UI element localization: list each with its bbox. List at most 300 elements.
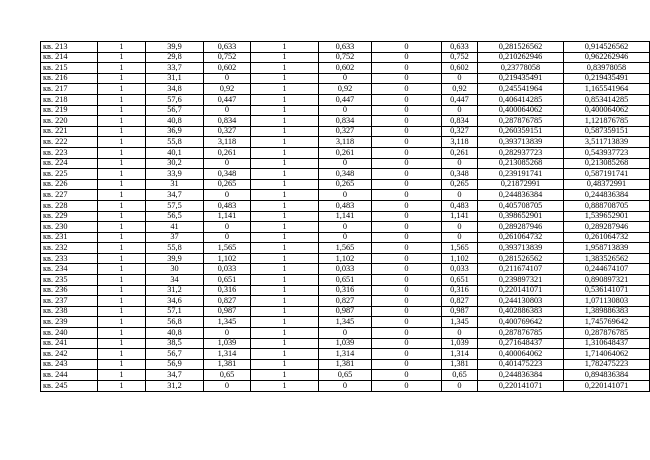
col2-cell: 1 (98, 179, 146, 190)
col8-cell: 0,65 (442, 370, 478, 381)
table-row (41, 52, 650, 63)
col6-cell: 0,92 (319, 84, 372, 95)
area-cell: 39,9 (146, 253, 204, 264)
total-cell: 0,894836384 (564, 370, 650, 381)
total-cell: 1,389886383 (564, 306, 650, 317)
col4-cell: 0,348 (204, 169, 251, 180)
col6-cell: 0 (319, 328, 372, 339)
col5-cell: 1 (251, 190, 319, 201)
col2-cell: 1 (98, 349, 146, 360)
table-row (41, 94, 650, 105)
col7-cell: 0 (372, 42, 442, 53)
col2-cell: 1 (98, 317, 146, 328)
col8-cell: 1,314 (442, 349, 478, 360)
col2-cell: 1 (98, 63, 146, 74)
col6-cell: 1,345 (319, 317, 372, 328)
col4-cell: 1,565 (204, 243, 251, 254)
apartment-cell: кв. 227 (41, 190, 98, 201)
area-cell: 34,6 (146, 296, 204, 307)
col9-cell: 0,21872991 (478, 179, 564, 190)
area-cell: 36,9 (146, 126, 204, 137)
col6-cell: 0,633 (319, 42, 372, 53)
col5-cell: 1 (251, 42, 319, 53)
col7-cell: 0 (372, 190, 442, 201)
col2-cell: 1 (98, 105, 146, 116)
col9-cell: 0,289287946 (478, 222, 564, 233)
col9-cell: 0,219435491 (478, 73, 564, 84)
col4-cell: 0,327 (204, 126, 251, 137)
col7-cell: 0 (372, 253, 442, 264)
table-row (41, 328, 650, 339)
col8-cell: 0,834 (442, 116, 478, 127)
col9-cell: 0,23778058 (478, 63, 564, 74)
col9-cell: 0,210262946 (478, 52, 564, 63)
col4-cell: 1,039 (204, 338, 251, 349)
area-cell: 29,8 (146, 52, 204, 63)
apartment-data-table (40, 41, 650, 392)
col6-cell: 0,348 (319, 169, 372, 180)
col6-cell: 0 (319, 158, 372, 169)
col6-cell: 0 (319, 105, 372, 116)
col6-cell: 1,381 (319, 359, 372, 370)
col6-cell: 0,752 (319, 52, 372, 63)
col4-cell: 0,651 (204, 275, 251, 286)
table-row (41, 147, 650, 158)
area-cell: 37 (146, 232, 204, 243)
apartment-cell: кв. 226 (41, 179, 98, 190)
col5-cell: 1 (251, 328, 319, 339)
col5-cell: 1 (251, 317, 319, 328)
area-cell: 31,1 (146, 73, 204, 84)
col5-cell: 1 (251, 222, 319, 233)
col2-cell: 1 (98, 200, 146, 211)
col2-cell: 1 (98, 306, 146, 317)
col9-cell: 0,239191741 (478, 169, 564, 180)
col5-cell: 1 (251, 253, 319, 264)
col5-cell: 1 (251, 370, 319, 381)
col4-cell: 3,118 (204, 137, 251, 148)
table-row (41, 338, 650, 349)
apartment-cell: кв. 235 (41, 275, 98, 286)
col2-cell: 1 (98, 169, 146, 180)
col7-cell: 0 (372, 200, 442, 211)
col4-cell: 1,381 (204, 359, 251, 370)
col8-cell: 0 (442, 105, 478, 116)
col9-cell: 0,220141071 (478, 285, 564, 296)
table-row (41, 296, 650, 307)
col2-cell: 1 (98, 359, 146, 370)
col8-cell: 1,381 (442, 359, 478, 370)
col9-cell: 0,220141071 (478, 381, 564, 392)
area-cell: 56,7 (146, 349, 204, 360)
col8-cell: 0,316 (442, 285, 478, 296)
col6-cell: 0,651 (319, 275, 372, 286)
col6-cell: 3,118 (319, 137, 372, 148)
area-cell: 40,8 (146, 328, 204, 339)
area-cell: 30,2 (146, 158, 204, 169)
col5-cell: 1 (251, 296, 319, 307)
apartment-cell: кв. 229 (41, 211, 98, 222)
col5-cell: 1 (251, 179, 319, 190)
total-cell: 0,213085268 (564, 158, 650, 169)
col5-cell: 1 (251, 211, 319, 222)
col8-cell: 0,327 (442, 126, 478, 137)
col9-cell: 0,287876785 (478, 328, 564, 339)
col5-cell: 1 (251, 137, 319, 148)
apartment-cell: кв. 223 (41, 147, 98, 158)
apartment-cell: кв. 245 (41, 381, 98, 392)
col4-cell: 0,65 (204, 370, 251, 381)
col2-cell: 1 (98, 222, 146, 233)
col9-cell: 0,244836384 (478, 190, 564, 201)
col5-cell: 1 (251, 349, 319, 360)
table-row (41, 243, 650, 254)
col7-cell: 0 (372, 105, 442, 116)
col9-cell: 0,213085268 (478, 158, 564, 169)
col4-cell: 0,316 (204, 285, 251, 296)
col7-cell: 0 (372, 116, 442, 127)
total-cell: 1,383526562 (564, 253, 650, 264)
col7-cell: 0 (372, 328, 442, 339)
col4-cell: 1,141 (204, 211, 251, 222)
col8-cell: 1,102 (442, 253, 478, 264)
col2-cell: 1 (98, 158, 146, 169)
col4-cell: 0 (204, 105, 251, 116)
col7-cell: 0 (372, 73, 442, 84)
col8-cell: 0,033 (442, 264, 478, 275)
col8-cell: 0,483 (442, 200, 478, 211)
col2-cell: 1 (98, 275, 146, 286)
col8-cell: 0,348 (442, 169, 478, 180)
col8-cell: 0 (442, 222, 478, 233)
col2-cell: 1 (98, 211, 146, 222)
col4-cell: 0 (204, 190, 251, 201)
col7-cell: 0 (372, 211, 442, 222)
col8-cell: 1,565 (442, 243, 478, 254)
area-cell: 40,1 (146, 147, 204, 158)
table-row (41, 42, 650, 53)
col7-cell: 0 (372, 285, 442, 296)
total-cell: 0,244674107 (564, 264, 650, 275)
apartment-cell: кв. 215 (41, 63, 98, 74)
col9-cell: 0,400064062 (478, 349, 564, 360)
col7-cell: 0 (372, 317, 442, 328)
col8-cell: 0 (442, 381, 478, 392)
apartment-cell: кв. 241 (41, 338, 98, 349)
total-cell: 0,220141071 (564, 381, 650, 392)
total-cell: 0,543937723 (564, 147, 650, 158)
col5-cell: 1 (251, 158, 319, 169)
table-row (41, 222, 650, 233)
col5-cell: 1 (251, 84, 319, 95)
col5-cell: 1 (251, 275, 319, 286)
table-row (41, 349, 650, 360)
table-row (41, 275, 650, 286)
total-cell: 0,888708705 (564, 200, 650, 211)
col5-cell: 1 (251, 264, 319, 275)
area-cell: 34,7 (146, 370, 204, 381)
apartment-cell: кв. 217 (41, 84, 98, 95)
total-cell: 1,071130803 (564, 296, 650, 307)
total-cell: 1,958713839 (564, 243, 650, 254)
area-cell: 39,9 (146, 42, 204, 53)
col9-cell: 0,245541964 (478, 84, 564, 95)
col2-cell: 1 (98, 253, 146, 264)
area-cell: 57,5 (146, 200, 204, 211)
col4-cell: 0,987 (204, 306, 251, 317)
apartment-cell: кв. 228 (41, 200, 98, 211)
table-row (41, 285, 650, 296)
table-row (41, 73, 650, 84)
col8-cell: 3,118 (442, 137, 478, 148)
apartment-cell: кв. 214 (41, 52, 98, 63)
apartment-cell: кв. 221 (41, 126, 98, 137)
col9-cell: 0,405708705 (478, 200, 564, 211)
col6-cell: 1,141 (319, 211, 372, 222)
area-cell: 40,8 (146, 116, 204, 127)
total-cell: 0,853414285 (564, 94, 650, 105)
col6-cell: 0,483 (319, 200, 372, 211)
col7-cell: 0 (372, 179, 442, 190)
col7-cell: 0 (372, 158, 442, 169)
area-cell: 30 (146, 264, 204, 275)
table-row (41, 179, 650, 190)
total-cell: 0,587359151 (564, 126, 650, 137)
apartment-cell: кв. 216 (41, 73, 98, 84)
col7-cell: 0 (372, 370, 442, 381)
col6-cell: 0 (319, 73, 372, 84)
table-row (41, 116, 650, 127)
col9-cell: 0,261064732 (478, 232, 564, 243)
col5-cell: 1 (251, 381, 319, 392)
area-cell: 57,6 (146, 94, 204, 105)
col7-cell: 0 (372, 349, 442, 360)
apartment-cell: кв. 244 (41, 370, 98, 381)
col5-cell: 1 (251, 116, 319, 127)
col2-cell: 1 (98, 147, 146, 158)
col5-cell: 1 (251, 63, 319, 74)
col7-cell: 0 (372, 381, 442, 392)
col5-cell: 1 (251, 243, 319, 254)
total-cell: 0,890897321 (564, 275, 650, 286)
table-row (41, 63, 650, 74)
col9-cell: 0,281526562 (478, 253, 564, 264)
table-row (41, 232, 650, 243)
table-row (41, 264, 650, 275)
area-cell: 33,9 (146, 169, 204, 180)
col7-cell: 0 (372, 169, 442, 180)
col8-cell: 0,827 (442, 296, 478, 307)
apartment-cell: кв. 222 (41, 137, 98, 148)
table-row (41, 359, 650, 370)
col8-cell: 1,039 (442, 338, 478, 349)
col4-cell: 0,602 (204, 63, 251, 74)
table-body (41, 42, 650, 392)
col8-cell: 0 (442, 158, 478, 169)
col4-cell: 0 (204, 381, 251, 392)
col7-cell: 0 (372, 338, 442, 349)
col9-cell: 0,244836384 (478, 370, 564, 381)
col4-cell: 0 (204, 73, 251, 84)
area-cell: 56,9 (146, 359, 204, 370)
total-cell: 0,83978058 (564, 63, 650, 74)
total-cell: 0,261064732 (564, 232, 650, 243)
table-row (41, 381, 650, 392)
col7-cell: 0 (372, 147, 442, 158)
col9-cell: 0,239897321 (478, 275, 564, 286)
col7-cell: 0 (372, 52, 442, 63)
table-row (41, 200, 650, 211)
apartment-cell: кв. 232 (41, 243, 98, 254)
col7-cell: 0 (372, 306, 442, 317)
total-cell: 1,539652901 (564, 211, 650, 222)
col7-cell: 0 (372, 126, 442, 137)
area-cell: 56,8 (146, 317, 204, 328)
col4-cell: 0,752 (204, 52, 251, 63)
table-row (41, 370, 650, 381)
total-cell: 1,745769642 (564, 317, 650, 328)
col6-cell: 0 (319, 232, 372, 243)
col5-cell: 1 (251, 52, 319, 63)
col8-cell: 0,633 (442, 42, 478, 53)
col2-cell: 1 (98, 116, 146, 127)
col8-cell: 0 (442, 328, 478, 339)
apartment-cell: кв. 219 (41, 105, 98, 116)
col6-cell: 0,033 (319, 264, 372, 275)
col8-cell: 0,752 (442, 52, 478, 63)
total-cell: 0,219435491 (564, 73, 650, 84)
col8-cell: 1,141 (442, 211, 478, 222)
col4-cell: 1,314 (204, 349, 251, 360)
col7-cell: 0 (372, 94, 442, 105)
col5-cell: 1 (251, 338, 319, 349)
col8-cell: 0,92 (442, 84, 478, 95)
col6-cell: 0,261 (319, 147, 372, 158)
total-cell: 1,310648437 (564, 338, 650, 349)
col4-cell: 0,92 (204, 84, 251, 95)
table-row (41, 211, 650, 222)
col2-cell: 1 (98, 137, 146, 148)
total-cell: 0,587191741 (564, 169, 650, 180)
col7-cell: 0 (372, 84, 442, 95)
apartment-cell: кв. 220 (41, 116, 98, 127)
area-cell: 56,5 (146, 211, 204, 222)
col2-cell: 1 (98, 264, 146, 275)
col9-cell: 0,281526562 (478, 42, 564, 53)
table-row (41, 169, 650, 180)
table-row (41, 158, 650, 169)
table-row (41, 190, 650, 201)
col8-cell: 0,651 (442, 275, 478, 286)
col7-cell: 0 (372, 63, 442, 74)
col7-cell: 0 (372, 222, 442, 233)
col4-cell: 0 (204, 328, 251, 339)
col7-cell: 0 (372, 243, 442, 254)
area-cell: 31,2 (146, 285, 204, 296)
area-cell: 33,7 (146, 63, 204, 74)
total-cell: 1,165541964 (564, 84, 650, 95)
col6-cell: 0,827 (319, 296, 372, 307)
col8-cell: 0,261 (442, 147, 478, 158)
area-cell: 34,7 (146, 190, 204, 201)
col9-cell: 0,406414285 (478, 94, 564, 105)
col2-cell: 1 (98, 84, 146, 95)
col5-cell: 1 (251, 306, 319, 317)
col7-cell: 0 (372, 137, 442, 148)
area-cell: 38,5 (146, 338, 204, 349)
total-cell: 0,289287946 (564, 222, 650, 233)
area-cell: 31,2 (146, 381, 204, 392)
apartment-cell: кв. 231 (41, 232, 98, 243)
table-row (41, 253, 650, 264)
col6-cell: 0,65 (319, 370, 372, 381)
area-cell: 57,1 (146, 306, 204, 317)
col5-cell: 1 (251, 126, 319, 137)
col9-cell: 0,400769642 (478, 317, 564, 328)
col9-cell: 0,393713839 (478, 243, 564, 254)
col6-cell: 0 (319, 222, 372, 233)
col4-cell: 0,447 (204, 94, 251, 105)
apartment-cell: кв. 239 (41, 317, 98, 328)
col8-cell: 1,345 (442, 317, 478, 328)
col5-cell: 1 (251, 359, 319, 370)
col4-cell: 0 (204, 222, 251, 233)
col6-cell: 0,265 (319, 179, 372, 190)
col2-cell: 1 (98, 370, 146, 381)
col7-cell: 0 (372, 232, 442, 243)
col7-cell: 0 (372, 359, 442, 370)
col7-cell: 0 (372, 264, 442, 275)
area-cell: 41 (146, 222, 204, 233)
col9-cell: 0,400064062 (478, 105, 564, 116)
col5-cell: 1 (251, 169, 319, 180)
total-cell: 1,782475223 (564, 359, 650, 370)
col8-cell: 0,602 (442, 63, 478, 74)
col4-cell: 0,483 (204, 200, 251, 211)
col5-cell: 1 (251, 147, 319, 158)
col6-cell: 0,834 (319, 116, 372, 127)
col2-cell: 1 (98, 243, 146, 254)
col2-cell: 1 (98, 42, 146, 53)
col4-cell: 1,102 (204, 253, 251, 264)
apartment-cell: кв. 238 (41, 306, 98, 317)
col6-cell: 1,039 (319, 338, 372, 349)
col6-cell: 1,565 (319, 243, 372, 254)
col2-cell: 1 (98, 94, 146, 105)
apartment-cell: кв. 225 (41, 169, 98, 180)
col7-cell: 0 (372, 275, 442, 286)
total-cell: 1,121876785 (564, 116, 650, 127)
col2-cell: 1 (98, 381, 146, 392)
apartment-cell: кв. 233 (41, 253, 98, 264)
col6-cell: 0,602 (319, 63, 372, 74)
col4-cell: 0,633 (204, 42, 251, 53)
apartment-cell: кв. 240 (41, 328, 98, 339)
col8-cell: 0,265 (442, 179, 478, 190)
area-cell: 55,8 (146, 243, 204, 254)
col9-cell: 0,402886383 (478, 306, 564, 317)
table-row (41, 306, 650, 317)
col5-cell: 1 (251, 94, 319, 105)
col2-cell: 1 (98, 52, 146, 63)
table-row (41, 317, 650, 328)
col9-cell: 0,271648437 (478, 338, 564, 349)
apartment-cell: кв. 237 (41, 296, 98, 307)
apartment-cell: кв. 218 (41, 94, 98, 105)
table-row (41, 137, 650, 148)
col5-cell: 1 (251, 200, 319, 211)
apartment-cell: кв. 236 (41, 285, 98, 296)
